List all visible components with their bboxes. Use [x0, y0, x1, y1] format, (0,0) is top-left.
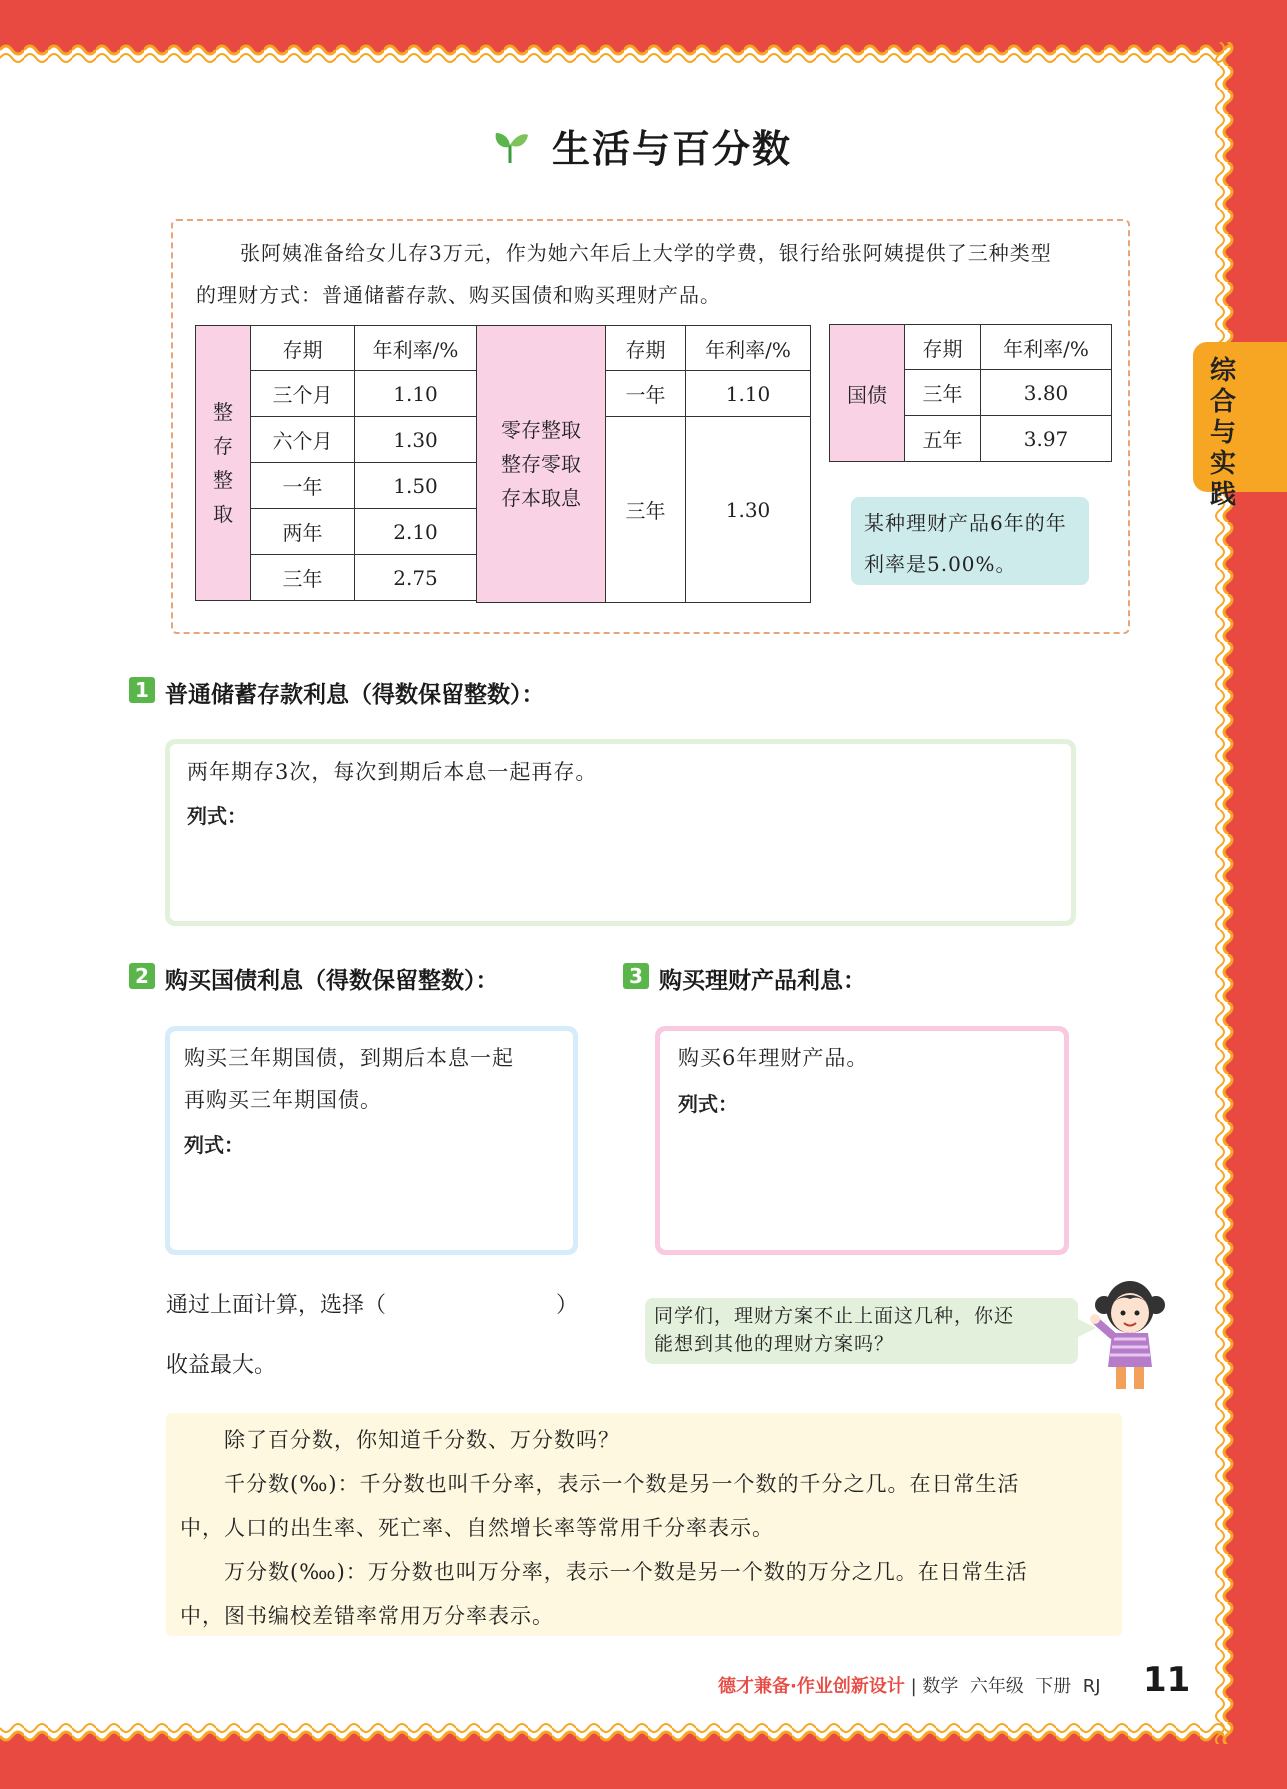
table1-term: 两年	[251, 509, 355, 555]
right-wave-border	[1200, 42, 1240, 1744]
table2-rate: 1.10	[686, 371, 811, 417]
table3-group: 国债	[830, 325, 905, 462]
table3-header-rate: 年利率/%	[981, 325, 1112, 370]
question-2-formula-label: 列式：	[184, 1133, 244, 1157]
rate-table-other-deposits	[476, 325, 811, 603]
speech-bubble-text	[654, 1302, 1074, 1358]
table1-header-rate: 年利率/%	[355, 326, 477, 371]
tip-paragraph-2-line-1: 千分数(‰)：千分数也叫千分率，表示一个数是另一个数的千分之几。在日常生活	[224, 1472, 1020, 1496]
table3-header-term: 存期	[905, 325, 981, 370]
table1-rate: 1.30	[355, 417, 477, 463]
table2-term: 一年	[606, 371, 686, 417]
table3-term: 五年	[905, 416, 981, 462]
bubble-line-2: 能想到其他的理财方案吗？	[654, 1333, 895, 1355]
footer-brand: 德才兼备·作业创新设计	[718, 1676, 905, 1697]
question-3-formula-label: 列式：	[678, 1092, 738, 1116]
footer-grade: 六年级	[969, 1676, 1024, 1697]
intro-text	[196, 232, 1116, 316]
table2-header-rate: 年利率/%	[686, 326, 811, 371]
rate-table-lump-sum	[195, 325, 477, 601]
table1-rate: 1.50	[355, 463, 477, 509]
question-1-formula-label: 列式：	[187, 804, 247, 828]
intro-line-1: 张阿姨准备给女儿存3万元，作为她六年后上大学的学费，银行给张阿姨提供了三种类型	[240, 241, 1052, 265]
tip-paragraph-2-line-2: 中，人口的出生率、死亡率、自然增长率等常用千分率表示。	[180, 1516, 774, 1540]
table1-rate: 1.10	[355, 371, 477, 417]
section-tab-label: 综合与实践	[1209, 356, 1236, 510]
tip-paragraph-3-line-2: 中，图书编校差错率常用万分率表示。	[180, 1604, 554, 1628]
table2-rate: 1.30	[686, 417, 811, 603]
footer-volume: 下册	[1035, 1676, 1072, 1697]
question-2-text-line-1: 购买三年期国债，到期后本息一起	[184, 1046, 514, 1070]
question-2-title: 购买国债利息（得数保留整数）：	[165, 968, 499, 994]
question-1-title: 普通储蓄存款利息（得数保留整数）：	[165, 682, 545, 708]
table3-rate: 3.97	[981, 416, 1112, 462]
footer-separator: |	[910, 1676, 917, 1697]
rate-table-bonds	[829, 324, 1112, 462]
tip-text	[180, 1418, 1110, 1638]
choose-text-start: 通过上面计算，选择（	[166, 1293, 387, 1318]
table1-term: 三年	[251, 555, 355, 601]
question-3-title: 购买理财产品利息：	[659, 968, 866, 994]
choose-text-end: ）	[556, 1293, 579, 1318]
table1-term: 三个月	[251, 371, 355, 417]
choose-sentence-end: 收益最大。	[166, 1353, 277, 1378]
girl-character-icon	[1090, 1273, 1170, 1393]
table3-rate: 3.80	[981, 370, 1112, 416]
table2-group: 零存整取 整存零取 存本取息	[477, 326, 606, 603]
table1-header-term: 存期	[251, 326, 355, 371]
choose-sentence	[166, 1288, 578, 1319]
page-title: 生活与百分数	[552, 126, 793, 171]
page-header	[490, 115, 792, 175]
table2-header-term: 存期	[606, 326, 686, 371]
question-3-number: 3	[623, 963, 649, 989]
question-2-number: 2	[129, 963, 155, 989]
sprout-icon	[490, 125, 530, 165]
footer-edition: RJ	[1082, 1676, 1101, 1697]
table2-term: 三年	[606, 417, 686, 603]
question-1-text: 两年期存3次，每次到期后本息一起再存。	[187, 760, 598, 784]
question-3-text: 购买6年理财产品。	[678, 1046, 869, 1070]
tip-paragraph-3-line-1: 万分数(‱)：万分数也叫万分率，表示一个数是另一个数的万分之几。在日常生活	[224, 1560, 1028, 1584]
table1-term: 一年	[251, 463, 355, 509]
table3-term: 三年	[905, 370, 981, 416]
question-2-text	[184, 1037, 574, 1121]
question-2-text-line-2: 再购买三年期国债。	[184, 1088, 382, 1112]
table1-rate: 2.75	[355, 555, 477, 601]
page-footer	[718, 1672, 1101, 1698]
table1-group: 整存整取	[196, 326, 251, 601]
table1-rate: 2.10	[355, 509, 477, 555]
bottom-wave-border	[0, 1716, 1240, 1744]
tip-paragraph-1: 除了百分数，你知道千分数、万分数吗？	[224, 1428, 620, 1452]
intro-line-2: 的理财方式：普通储蓄存款、购买国债和购买理财产品。	[196, 283, 721, 307]
bubble-line-1: 同学们，理财方案不止上面这几种，你还	[654, 1305, 1015, 1327]
page-number: 11	[1143, 1660, 1191, 1700]
top-wave-border	[0, 42, 1240, 70]
question-1-number: 1	[129, 677, 155, 703]
table1-term: 六个月	[251, 417, 355, 463]
product-note-text: 某种理财产品6年的年利率是5.00%。	[864, 511, 1067, 576]
footer-subject: 数学	[922, 1676, 959, 1697]
